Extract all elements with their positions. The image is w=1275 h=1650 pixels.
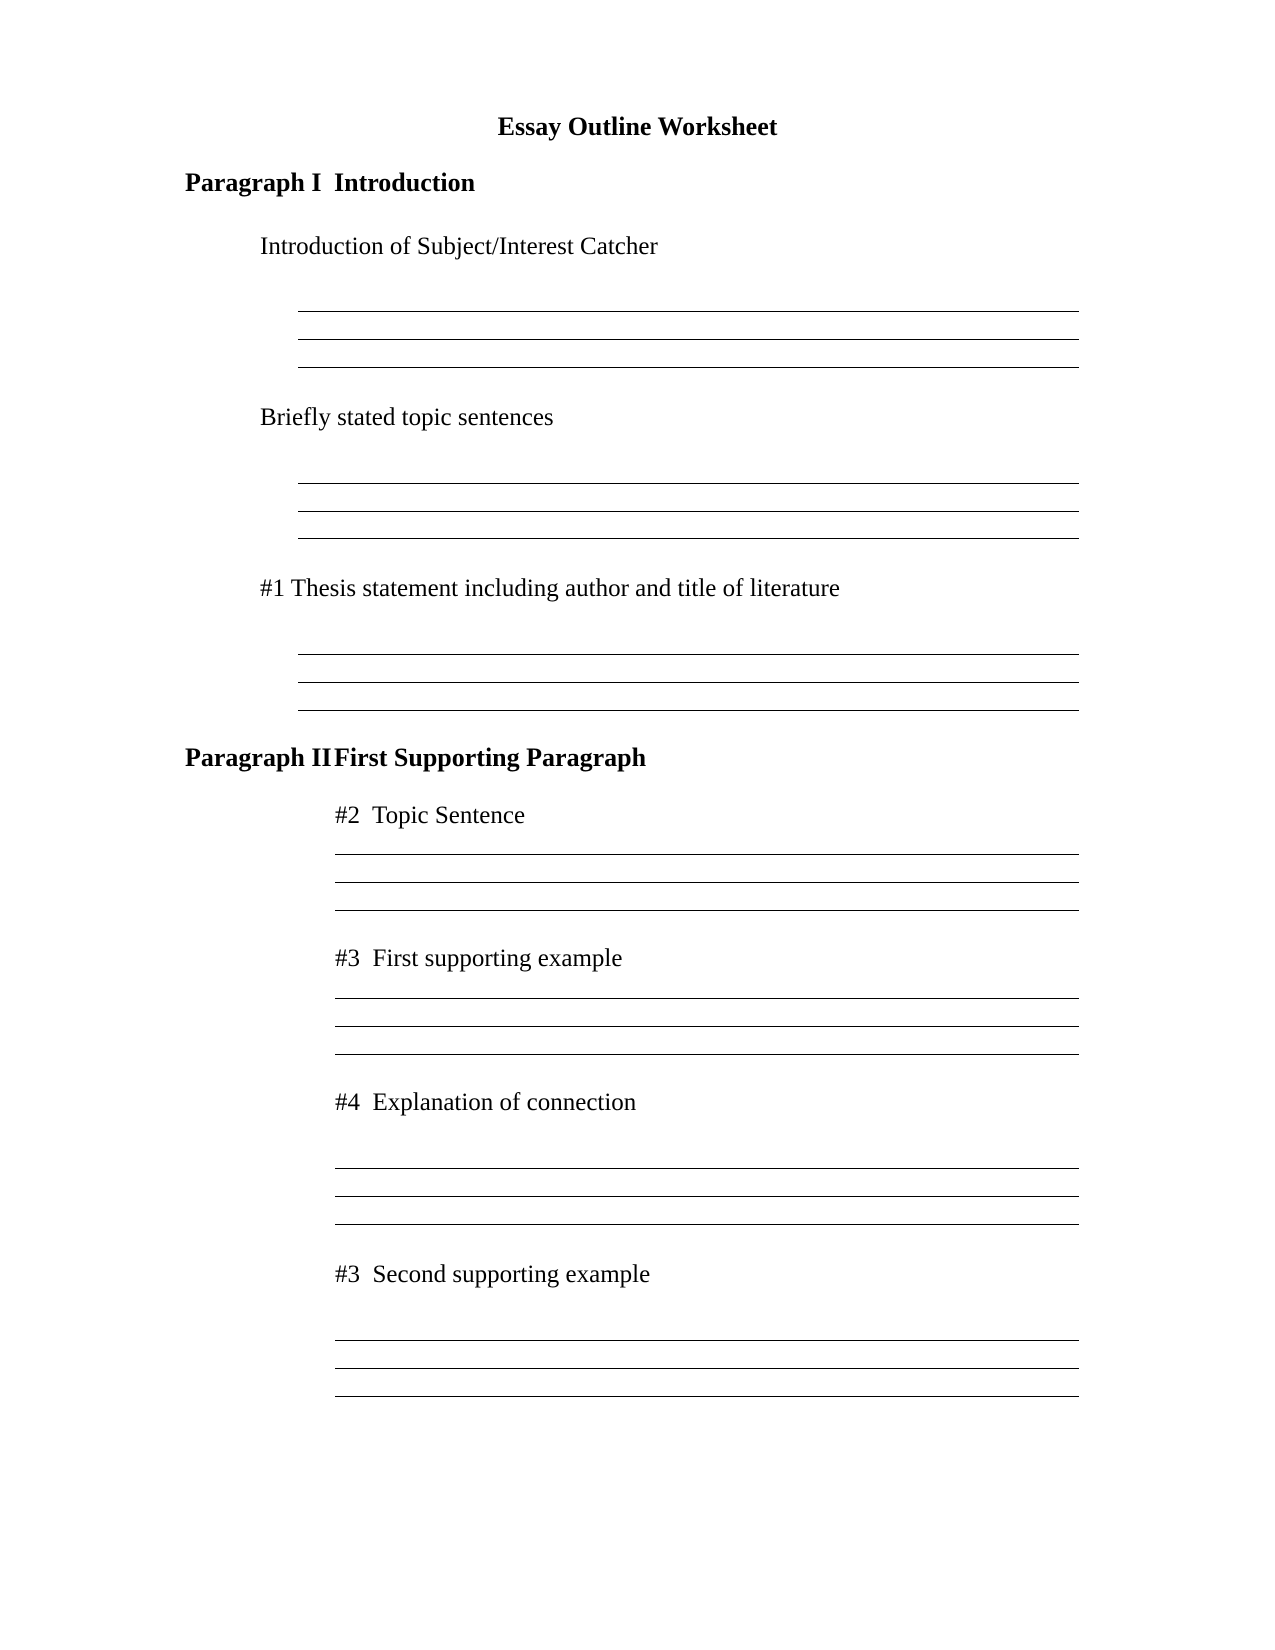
first-example-prompt: #3 First supporting example [335, 945, 623, 972]
explanation-prompt: #4 Explanation of connection [335, 1089, 637, 1116]
paragraph-2-heading [185, 743, 646, 773]
explanation-line-3[interactable] [335, 1224, 1079, 1225]
paragraph-1-heading [185, 168, 475, 198]
first-example-line-2[interactable] [335, 1026, 1079, 1027]
interest-catcher-line-1[interactable] [298, 311, 1079, 312]
topic-sentences-line-1[interactable] [298, 483, 1079, 484]
interest-catcher-line-3[interactable] [298, 367, 1079, 368]
second-example-line-2[interactable] [335, 1368, 1079, 1369]
thesis-line-2[interactable] [298, 682, 1079, 683]
explanation-line-1[interactable] [335, 1168, 1079, 1169]
thesis-line-3[interactable] [298, 710, 1079, 711]
interest-catcher-line-2[interactable] [298, 339, 1079, 340]
second-example-line-1[interactable] [335, 1340, 1079, 1341]
first-example-line-1[interactable] [335, 998, 1079, 999]
topic-sentence-line-3[interactable] [335, 910, 1079, 911]
paragraph-1-title: Introduction [334, 168, 476, 197]
topic-sentence-line-1[interactable] [335, 854, 1079, 855]
explanation-line-2[interactable] [335, 1196, 1079, 1197]
interest-catcher-prompt: Introduction of Subject/Interest Catcher [260, 233, 658, 260]
second-example-line-3[interactable] [335, 1396, 1079, 1397]
topic-sentences-prompt: Briefly stated topic sentences [260, 404, 554, 431]
thesis-line-1[interactable] [298, 654, 1079, 655]
paragraph-2-number: Paragraph II [185, 743, 332, 772]
first-example-line-3[interactable] [335, 1054, 1079, 1055]
page-title: Essay Outline Worksheet [497, 112, 778, 141]
thesis-prompt: #1 Thesis statement including author and title of literature [260, 575, 840, 602]
topic-sentence-prompt: #2 Topic Sentence [335, 802, 526, 829]
second-example-prompt: #3 Second supporting example [335, 1261, 651, 1288]
topic-sentences-line-2[interactable] [298, 511, 1079, 512]
paragraph-1-number: Paragraph I [185, 168, 322, 197]
topic-sentence-line-2[interactable] [335, 882, 1079, 883]
topic-sentences-line-3[interactable] [298, 538, 1079, 539]
paragraph-2-title: First Supporting Paragraph [334, 743, 647, 772]
